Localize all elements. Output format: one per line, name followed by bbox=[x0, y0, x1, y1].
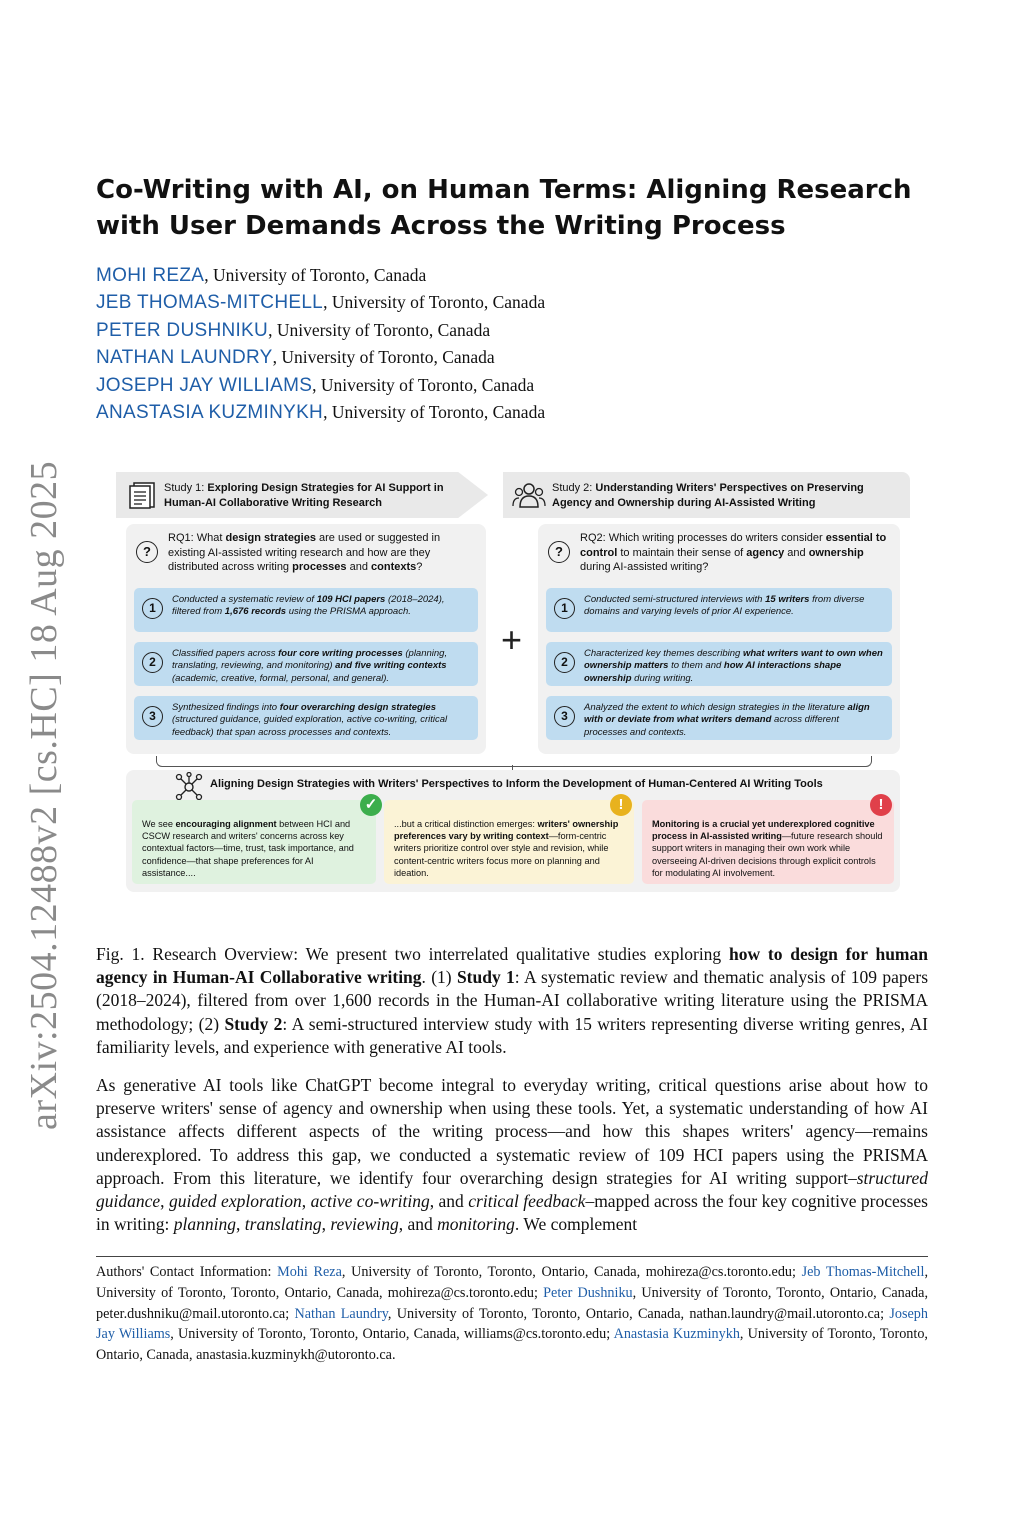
finding-part: —form-centric writers prioritize control over style and revision, while content-centric writers focus more on planning and ideation. bbox=[394, 831, 609, 878]
author-affiliation: , University of Toronto, Canada bbox=[268, 319, 491, 340]
author-name[interactable]: JEB THOMAS-MITCHELL bbox=[96, 292, 324, 314]
rq2-text bbox=[580, 531, 892, 575]
step-text bbox=[172, 648, 470, 685]
footnote-rule bbox=[96, 1256, 928, 1257]
rq-part: ? bbox=[416, 561, 423, 573]
merge-bracket bbox=[156, 756, 872, 767]
caption-part: : A systematic review and thematic analysis of 109 papers (2018–2024), filtered from over 1,600 records in the Human-AI collaborative writing literature using the PRISMA methodology; (2) bbox=[96, 967, 929, 1034]
body-part: active co-writing bbox=[310, 1191, 430, 1212]
step-part: Synthesized findings into bbox=[172, 702, 280, 713]
step-number: 3 bbox=[142, 706, 163, 727]
body-part: , and bbox=[429, 1191, 469, 1212]
author-link[interactable]: Nathan Laundry bbox=[294, 1305, 388, 1322]
finding-text bbox=[142, 818, 366, 879]
rq-part: are used or suggested in existing AI-assisted writing research and how are they distributed across writing bbox=[168, 532, 441, 573]
study1-prefix: Study 1: bbox=[164, 482, 208, 494]
rq-part: to maintain their sense of bbox=[617, 546, 747, 559]
caption-part: Study 1 bbox=[456, 967, 515, 988]
body-part: , bbox=[301, 1191, 311, 1212]
step-part: Analyzed the extent to which design strategies in the literature bbox=[584, 702, 848, 713]
study1-title: Exploring Design Strategies for AI Support in Human-AI Collaborative Writing Research bbox=[164, 482, 444, 509]
step-part: and five writing contexts bbox=[335, 660, 447, 672]
finding-card-monitoring bbox=[642, 796, 894, 884]
step-part: across different processes and contexts. bbox=[584, 714, 839, 738]
body-part: structured guidance bbox=[96, 1167, 928, 1212]
step-part: align with or deviate from what writers demand bbox=[584, 702, 870, 726]
contact-part: , University of Toronto, Toronto, Ontario, Canada, mohireza@cs.toronto.edu; bbox=[96, 1264, 928, 1301]
step-number: 2 bbox=[142, 652, 163, 673]
rq-part: during AI-assisted writing? bbox=[580, 561, 709, 573]
author-name[interactable]: MOHI REZA bbox=[96, 265, 205, 286]
overview-figure bbox=[116, 472, 910, 904]
document-stack-icon bbox=[124, 480, 158, 510]
body-part: , bbox=[321, 1214, 331, 1235]
study1-panel bbox=[126, 524, 486, 754]
finding-card-distinction bbox=[384, 796, 634, 884]
author-link[interactable]: Jeb Thomas-Mitchell bbox=[801, 1264, 925, 1280]
caption-part: . (1) bbox=[421, 967, 457, 988]
study1-step bbox=[134, 642, 478, 686]
finding-part: encouraging alignment bbox=[175, 819, 277, 829]
author-affiliation: , University of Toronto, Canada bbox=[272, 347, 495, 368]
author-list bbox=[96, 262, 916, 426]
step-part: to them and bbox=[668, 660, 724, 672]
step-part: four core writing processes bbox=[278, 648, 403, 659]
network-hub-icon bbox=[174, 772, 204, 802]
author-affiliation: , University of Toronto, Canada bbox=[204, 265, 427, 285]
synthesis-panel bbox=[126, 770, 900, 892]
rq-part: and bbox=[784, 546, 809, 559]
rq-part: essential to control bbox=[580, 532, 887, 559]
step-part: 15 writers bbox=[765, 594, 810, 605]
author-line bbox=[96, 372, 916, 399]
contact-part: , University of Toronto, Toronto, Ontario, Canada, williams@cs.toronto.edu; bbox=[170, 1326, 614, 1343]
body-part: , bbox=[236, 1214, 245, 1235]
rq-part: and bbox=[346, 561, 372, 573]
step-number: 2 bbox=[554, 652, 575, 673]
body-part: As generative AI tools like ChatGPT become integral to everyday writing, critical questions arise about how to preserve writers' sense of agency and ownership when using these tools. Yet, a systematic understanding of how AI assistance affects different aspects of the writing process—and how this shapes writers' agency—remains underexplored. To address this gap, we conducted a systematic review of 109 HCI papers using the PRISMA approach. From this literature, we identify four overarching design strategies for AI writing support– bbox=[96, 1075, 928, 1188]
step-part: four overarching design strategies bbox=[279, 702, 436, 713]
step-part: 109 HCI papers bbox=[316, 594, 386, 605]
alert-icon: ! bbox=[870, 794, 892, 816]
step-part: how AI interactions shape ownership bbox=[584, 660, 842, 684]
people-group-icon bbox=[512, 480, 546, 510]
body-part: planning bbox=[173, 1214, 237, 1235]
step-part: (planning, translating, reviewing, and monitoring) bbox=[172, 648, 448, 672]
study2-prefix: Study 2: bbox=[552, 482, 596, 494]
finding-text bbox=[652, 818, 884, 879]
author-name[interactable]: NATHAN LAUNDRY bbox=[96, 347, 273, 369]
step-number: 1 bbox=[142, 598, 163, 619]
author-link[interactable]: Joseph Jay Williams bbox=[96, 1305, 928, 1343]
body-part: monitoring bbox=[437, 1214, 515, 1235]
finding-text bbox=[394, 818, 624, 879]
step-text bbox=[584, 594, 884, 619]
finding-part: between HCI and CSCW research and writers' concerns across key contextual factors—time, trust, task importance, and confidence—that shape preferences for AI assistance.... bbox=[142, 819, 354, 878]
study2-step bbox=[546, 642, 892, 686]
study1-step bbox=[134, 588, 478, 632]
step-part: what writers want to own when ownership matters bbox=[584, 648, 883, 672]
rq1-text bbox=[168, 531, 478, 575]
step-part: during writing. bbox=[631, 672, 694, 684]
author-affiliation: , University of Toronto, Canada bbox=[323, 292, 546, 313]
step-part: from diverse domains and varying levels of prior AI experience. bbox=[584, 594, 865, 618]
step-number: 1 bbox=[554, 598, 575, 619]
study2-title: Understanding Writers' Perspectives on Preserving Agency and Ownership during AI-Assisted Writing bbox=[552, 482, 864, 509]
study2-heading bbox=[552, 481, 892, 511]
body-part: –mapped across the four key cognitive processes in writing: bbox=[96, 1191, 928, 1235]
rq-part: RQ2: Which writing processes do writers consider bbox=[580, 532, 826, 544]
step-part: Classified papers across bbox=[172, 648, 279, 659]
contact-footnote bbox=[96, 1262, 928, 1366]
step-part: (structured guidance, guided exploration, active co-writing, critical feedback) that span across processes and contexts. bbox=[172, 714, 448, 738]
step-text bbox=[584, 648, 884, 685]
finding-part: Monitoring is a crucial yet underexplored cognitive process in AI-assisted writing bbox=[652, 819, 875, 842]
body-part: . We complement bbox=[514, 1214, 638, 1235]
synthesis-title: Aligning Design Strategies with Writers' Perspectives to Inform the Development of Human-Centered AI Writing Tools bbox=[210, 778, 823, 790]
caption-part: Study 2 bbox=[224, 1013, 283, 1034]
question-icon: ? bbox=[136, 541, 158, 563]
step-part: using the PRISMA approach. bbox=[286, 606, 411, 618]
step-part: (academic, creative, formal, personal, and general). bbox=[172, 672, 390, 684]
rq-part: processes bbox=[292, 561, 347, 573]
rq-part: ownership bbox=[808, 546, 864, 559]
step-text bbox=[172, 594, 470, 619]
contact-part: , University of Toronto, Toronto, Ontario, Canada, nathan.laundry@mail.utoronto.ca; bbox=[387, 1305, 890, 1322]
author-link[interactable]: Peter Dushniku bbox=[543, 1284, 633, 1301]
author-name[interactable]: ANASTASIA KUZMINYKH bbox=[96, 402, 324, 424]
arxiv-stamp: arXiv:2504.12488v2 [cs.HC] 18 Aug 2025 bbox=[23, 460, 65, 1130]
study2-step bbox=[546, 696, 892, 740]
step-text bbox=[172, 702, 470, 739]
author-line bbox=[96, 262, 916, 289]
author-name[interactable]: PETER DUSHNIKU bbox=[96, 319, 269, 341]
rq-part: contexts bbox=[371, 561, 417, 573]
check-icon: ✓ bbox=[360, 794, 382, 816]
step-part: Characterized key themes describing bbox=[584, 648, 743, 659]
author-line bbox=[96, 317, 916, 344]
author-affiliation: , University of Toronto, Canada bbox=[312, 374, 535, 395]
step-part: Conducted a systematic review of bbox=[172, 594, 317, 605]
study1-heading bbox=[164, 481, 464, 511]
author-name[interactable]: JOSEPH JAY WILLIAMS bbox=[96, 374, 313, 396]
step-text bbox=[584, 702, 884, 739]
body-part: reviewing bbox=[330, 1214, 399, 1235]
contact-part: , University of Toronto, Toronto, Ontario, Canada, anastasia.kuzminykh@utoronto.ca. bbox=[96, 1326, 928, 1364]
finding-part: writers' ownership preferences vary by writing context bbox=[394, 819, 619, 842]
figure-caption bbox=[96, 943, 928, 1059]
caption-part: Fig. 1. Research Overview: We present two interrelated qualitative studies exploring bbox=[96, 944, 729, 964]
finding-part: We see bbox=[142, 819, 176, 829]
contact-part: , University of Toronto, Toronto, Ontario, Canada, mohireza@cs.toronto.edu; bbox=[341, 1264, 802, 1280]
body-part: critical feedback bbox=[468, 1191, 586, 1212]
step-part: 1,676 records bbox=[224, 606, 287, 618]
caption-part: how to design for human agency in Human-AI Collaborative writing bbox=[96, 944, 928, 988]
author-line bbox=[96, 399, 916, 426]
finding-card-alignment bbox=[132, 796, 378, 884]
step-part: (2018–2024), filtered from bbox=[172, 594, 445, 618]
author-line bbox=[96, 289, 916, 316]
paper-title: Co-Writing with AI, on Human Terms: Aligning Research with User Demands Across the Writing Process bbox=[96, 175, 912, 241]
contact-part: Authors' Contact Information: bbox=[96, 1264, 278, 1280]
plus-sign: + bbox=[501, 619, 523, 660]
body-part: translating bbox=[244, 1214, 322, 1235]
study2-panel bbox=[538, 524, 900, 754]
study2-step bbox=[546, 588, 892, 632]
study1-step bbox=[134, 696, 478, 740]
step-part: Conducted semi-structured interviews with bbox=[584, 594, 766, 605]
author-line bbox=[96, 344, 916, 371]
rq-part: design strategies bbox=[225, 532, 316, 544]
body-part: , bbox=[160, 1191, 169, 1212]
body-part: guided exploration bbox=[168, 1191, 302, 1212]
author-link[interactable]: Mohi Reza bbox=[277, 1264, 342, 1280]
step-number: 3 bbox=[554, 706, 575, 727]
warning-icon: ! bbox=[610, 794, 632, 816]
caption-part: : A semi-structured interview study with 15 writers representing diverse writing genres, AI familiarity levels, and experience with generative AI tools. bbox=[96, 1013, 929, 1057]
contact-part: , University of Toronto, Toronto, Ontario, Canada, peter.dushniku@mail.utoronto.ca; bbox=[96, 1284, 928, 1322]
question-icon: ? bbox=[548, 541, 570, 563]
abstract-paragraph bbox=[96, 1074, 928, 1236]
finding-part: ...but a critical distinction emerges: bbox=[394, 819, 538, 829]
rq-part: RQ1: What bbox=[168, 532, 226, 544]
body-part: , and bbox=[398, 1214, 438, 1235]
author-affiliation: , University of Toronto, Canada bbox=[323, 402, 546, 423]
finding-part: —future research should support writers in managing their own work while overseeing AI-driven decisions through explicit controls for modulating AI involvement. bbox=[652, 831, 883, 878]
rq-part: agency bbox=[746, 546, 785, 559]
author-link[interactable]: Anastasia Kuzminykh bbox=[613, 1326, 740, 1343]
